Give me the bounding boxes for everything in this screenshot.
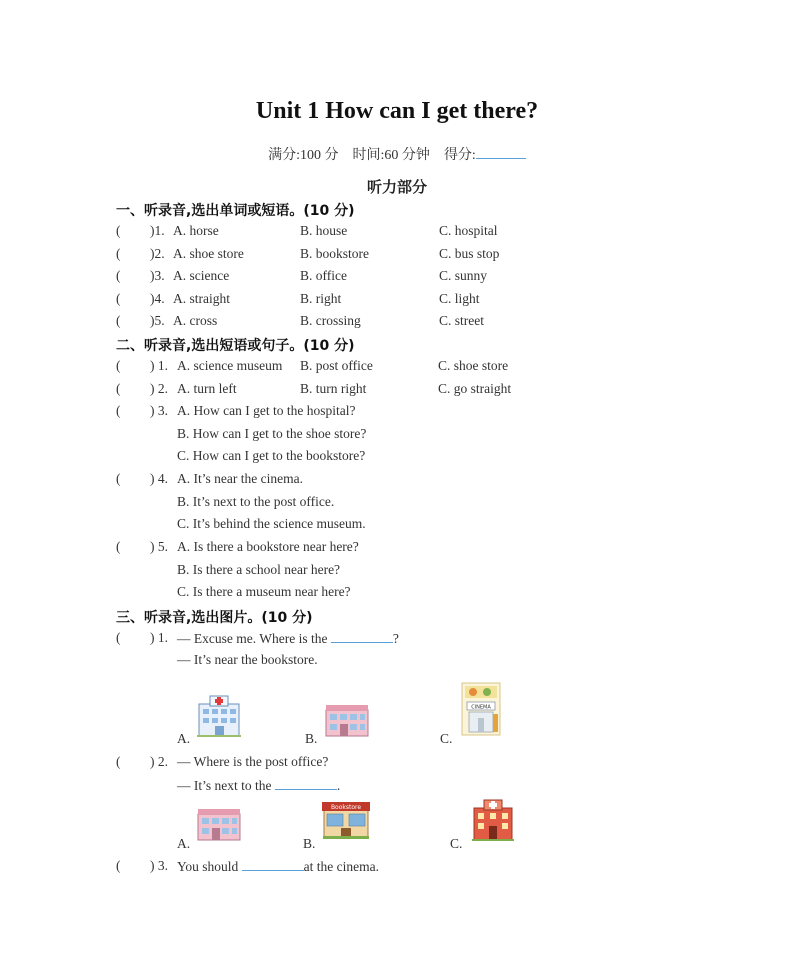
option-a: A. horse xyxy=(173,223,219,238)
question-number: )1. xyxy=(150,223,165,238)
post-office-picture[interactable] xyxy=(324,702,370,738)
pic-option-label: A. xyxy=(177,836,191,851)
dialogue-line xyxy=(177,777,340,794)
question-text-start: You should xyxy=(177,859,239,874)
answer-paren[interactable]: ( xyxy=(116,246,121,261)
question-number: )3. xyxy=(150,268,165,283)
fill-blank[interactable] xyxy=(242,858,304,871)
hospital-red-picture[interactable] xyxy=(470,798,516,842)
dialogue-text: — Excuse me. Where is the xyxy=(177,631,328,646)
answer-paren[interactable]: ( xyxy=(116,403,121,418)
option-a: A. It’s near the cinema. xyxy=(177,471,303,486)
dialogue-line: — Where is the post office? xyxy=(177,754,329,769)
pic-option-label: A. xyxy=(177,731,191,746)
pic-option-label: B. xyxy=(303,836,316,851)
option-a: A. science xyxy=(173,268,230,283)
question-number: ) 2. xyxy=(150,381,168,396)
option-c: C. go straight xyxy=(438,381,512,396)
question-text xyxy=(177,858,379,875)
cinema-sign: CINEMA xyxy=(471,704,491,711)
dialogue-punct: . xyxy=(336,778,341,793)
option-c: C. hospital xyxy=(439,223,498,238)
time-limit: 时间:60 分钟 xyxy=(352,148,430,163)
section2-heading: 二、听录音,选出短语或句子。(10 分) xyxy=(116,338,355,354)
score-label: 得分: xyxy=(443,148,476,163)
question-number: )4. xyxy=(150,291,165,306)
answer-paren[interactable]: ( xyxy=(116,313,121,328)
option-a: A. How can I get to the hospital? xyxy=(177,403,356,418)
option-b: B. office xyxy=(300,268,347,283)
option-c: C. It’s behind the science museum. xyxy=(177,516,366,531)
option-a: A. turn left xyxy=(177,381,237,396)
pic-option-label: B. xyxy=(305,731,318,746)
option-a: A. science museum xyxy=(177,358,283,373)
option-b: B. crossing xyxy=(300,313,361,328)
option-c: C. Is there a museum near here? xyxy=(177,584,351,599)
question-number: ) 2. xyxy=(150,754,168,769)
pic-option-label: C. xyxy=(440,731,453,746)
answer-paren[interactable]: ( xyxy=(116,539,121,554)
question-number: )2. xyxy=(150,246,165,261)
section1-heading: 一、听录音,选出单词或短语。(10 分) xyxy=(116,203,355,219)
option-b: B. It’s next to the post office. xyxy=(177,494,335,509)
option-c: C. shoe store xyxy=(438,358,509,373)
option-a: A. Is there a bookstore near here? xyxy=(177,539,359,554)
answer-paren[interactable]: ( xyxy=(116,223,121,238)
dialogue-line xyxy=(177,630,399,647)
option-b: B. right xyxy=(300,291,342,306)
answer-paren[interactable]: ( xyxy=(116,630,121,645)
question-number: ) 3. xyxy=(150,858,168,873)
option-c: C. bus stop xyxy=(439,246,500,261)
dialogue-punct: ? xyxy=(392,631,399,646)
cinema-picture[interactable] xyxy=(461,682,501,736)
option-b: B. bookstore xyxy=(300,246,369,261)
answer-paren[interactable]: ( xyxy=(116,858,121,873)
question-number: ) 1. xyxy=(150,358,168,373)
dialogue-text: — It’s next to the xyxy=(177,778,272,793)
option-c: C. light xyxy=(439,291,480,306)
bookstore-sign: Bookstore xyxy=(330,804,362,811)
option-b: B. post office xyxy=(300,358,373,373)
post-office-picture[interactable] xyxy=(196,806,242,842)
fill-blank[interactable] xyxy=(331,630,393,643)
option-b: B. house xyxy=(300,223,348,238)
question-number: ) 3. xyxy=(150,403,168,418)
dialogue-line: — It’s near the bookstore. xyxy=(177,652,318,667)
section3-heading: 三、听录音,选出图片。(10 分) xyxy=(116,610,313,626)
option-a: A. shoe store xyxy=(173,246,244,261)
answer-paren[interactable]: ( xyxy=(116,471,121,486)
option-a: A. straight xyxy=(173,291,230,306)
answer-paren[interactable]: ( xyxy=(116,268,121,283)
option-c: C. sunny xyxy=(439,268,488,283)
answer-paren[interactable]: ( xyxy=(116,358,121,373)
answer-paren[interactable]: ( xyxy=(116,381,121,396)
full-score: 满分:100 分 xyxy=(268,148,339,163)
pic-option-label: C. xyxy=(450,836,463,851)
question-number: ) 4. xyxy=(150,471,168,486)
question-number: ) 1. xyxy=(150,630,168,645)
score-blank[interactable] xyxy=(476,146,526,159)
option-b: B. How can I get to the shoe store? xyxy=(177,426,367,441)
page-title: Unit 1 How can I get there? xyxy=(255,98,539,124)
part-label: 听力部分 xyxy=(366,178,427,196)
answer-paren[interactable]: ( xyxy=(116,291,121,306)
option-c: C. street xyxy=(439,313,484,328)
option-a: A. cross xyxy=(173,313,218,328)
question-number: ) 5. xyxy=(150,539,168,554)
question-text-end: at the cinema. xyxy=(303,859,379,874)
fill-blank[interactable] xyxy=(275,777,337,790)
option-c: C. How can I get to the bookstore? xyxy=(177,448,366,463)
exam-meta xyxy=(0,144,794,164)
question-number: )5. xyxy=(150,313,165,328)
answer-paren[interactable]: ( xyxy=(116,754,121,769)
bookstore-picture[interactable] xyxy=(321,800,371,840)
hospital-picture[interactable] xyxy=(196,694,242,738)
option-b: B. Is there a school near here? xyxy=(177,562,341,577)
option-b: B. turn right xyxy=(300,381,367,396)
